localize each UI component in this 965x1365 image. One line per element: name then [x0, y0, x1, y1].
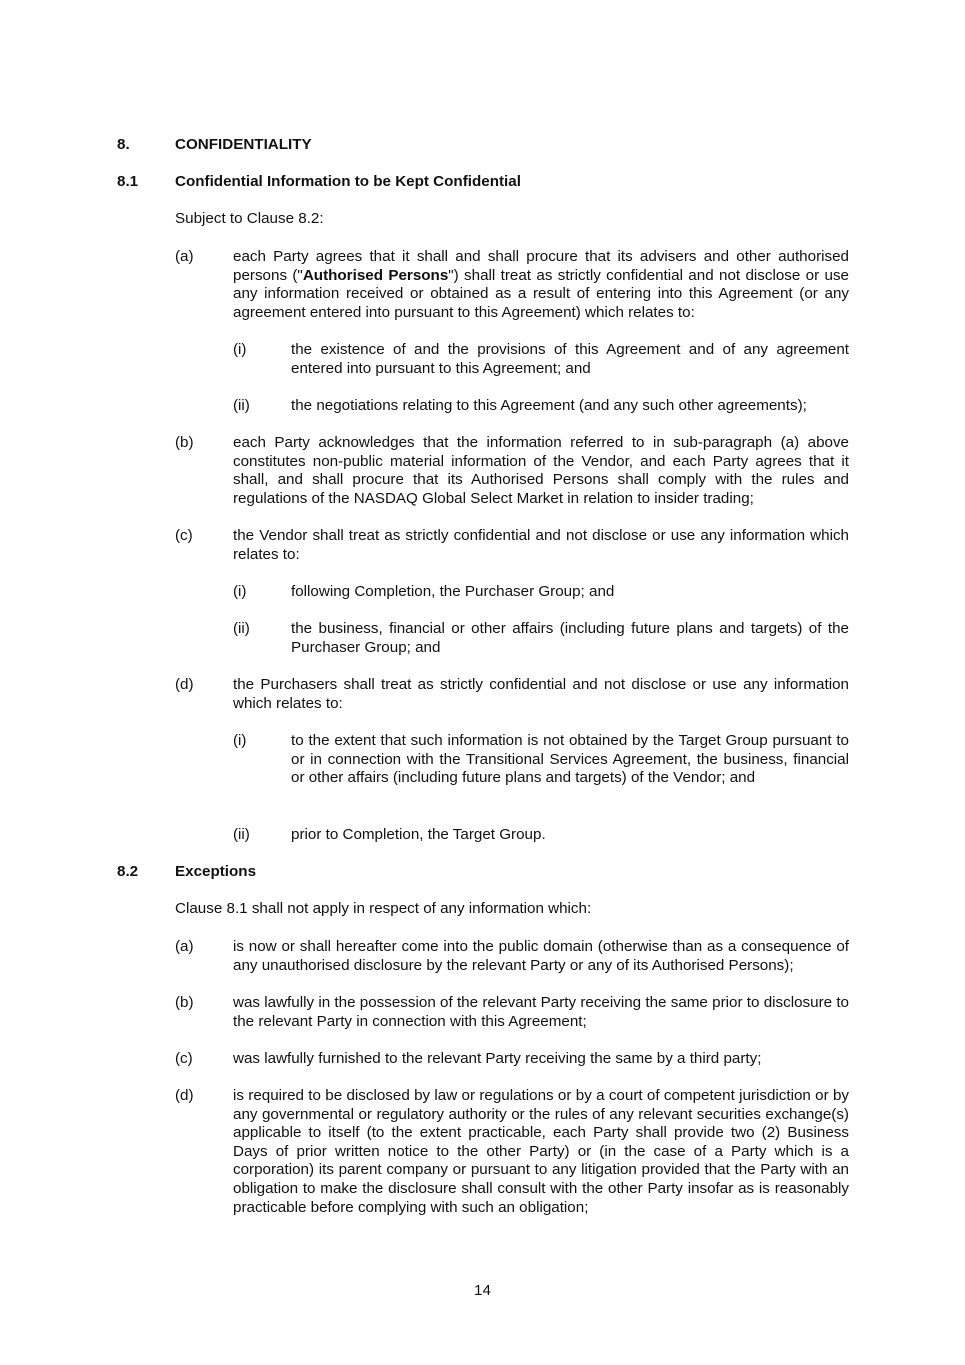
clause-8-2-number: 8.2 — [117, 863, 139, 880]
clause-8-1-a-i-label: (i) — [233, 341, 247, 358]
clause-8-2-b-text: was lawfully in the possession of the relevant Party receiving the same prior to disclosure to the relevant Party in connection with this Agreement; — [233, 994, 849, 1030]
section-title: CONFIDENTIALITY — [175, 136, 312, 153]
clause-8-1-b-text: each Party acknowledges that the information referred to in sub-paragraph (a) above constitutes non-public material information of the Vendor, and each Party agrees that it shall, and shall procure that its Authorised Persons shall comply with the rules and regulations of the NASDAQ Global Select Market in relation to insider trading; — [233, 434, 849, 507]
clause-8-1-c-ii-text: the business, financial or other affairs (including future plans and targets) of the Purchaser Group; and — [291, 620, 849, 656]
clause-8-1-b-label: (b) — [175, 434, 194, 451]
section-number: 8. — [117, 136, 130, 153]
clause-8-1-a-ii-label: (ii) — [233, 397, 250, 414]
clause-8-2-b-label: (b) — [175, 994, 194, 1011]
clause-8-1-c-text: the Vendor shall treat as strictly confidential and not disclose or use any information which relates to: — [233, 527, 849, 563]
clause-8-2-c-text: was lawfully furnished to the relevant Party receiving the same by a third party; — [233, 1050, 762, 1067]
clause-8-1-c-i-label: (i) — [233, 583, 247, 600]
clause-8-1-c-label: (c) — [175, 527, 193, 544]
clause-8-2-intro: Clause 8.1 shall not apply in respect of any information which: — [175, 900, 592, 917]
clause-8-1-intro: Subject to Clause 8.2: — [175, 210, 324, 227]
clause-8-2-c-label: (c) — [175, 1050, 193, 1067]
clause-8-1-a-text — [233, 248, 849, 322]
clause-8-1-number: 8.1 — [117, 173, 139, 190]
clause-8-1-a-text-before: each Party agrees that it shall and shall procure that its advisers and other authorised persons (" — [233, 248, 849, 284]
clause-8-1-d-text: the Purchasers shall treat as strictly confidential and not disclose or use any information which relates to: — [233, 676, 849, 712]
clause-8-1-a-ii-text: the negotiations relating to this Agreement (and any such other agreements); — [291, 397, 807, 414]
clause-8-2-a-label: (a) — [175, 938, 194, 955]
clause-8-2-title: Exceptions — [175, 863, 257, 880]
clause-8-1-d-ii-label: (ii) — [233, 826, 250, 843]
clause-8-2-a-text: is now or shall hereafter come into the public domain (otherwise than as a consequence of any unauthorised disclosure by the relevant Party or any of its Authorised Persons); — [233, 938, 849, 974]
clause-8-1-c-i-text: following Completion, the Purchaser Group; and — [291, 583, 615, 600]
clause-8-1-a-label: (a) — [175, 248, 194, 265]
clause-8-1-a-text-after: ") shall treat as strictly confidential and not disclose or use any information received or obtained as a result of entering into this Agreement (or any agreement entered into pursuant to this Agreement) which relates to: — [233, 266, 849, 321]
clause-8-2-d-label: (d) — [175, 1087, 194, 1104]
clause-8-1-d-ii-text: prior to Completion, the Target Group. — [291, 826, 546, 843]
clause-8-1-title: Confidential Information to be Kept Confidential — [175, 173, 521, 190]
defined-term-authorised-persons: Authorised Persons — [302, 266, 449, 284]
clause-8-1-d-i-label: (i) — [233, 732, 247, 749]
clause-8-1-c-ii-label: (ii) — [233, 620, 250, 637]
clause-8-1-d-i-text: to the extent that such information is not obtained by the Target Group pursuant to or in connection with the Transitional Services Agreement, the business, financial or other affairs (including future plans and targets) of the Vendor; and — [291, 732, 849, 787]
clause-8-1-d-label: (d) — [175, 676, 194, 693]
clause-8-2-d-text: is required to be disclosed by law or regulations or by a court of competent jurisdiction or by any governmental or regulatory authority or the rules of any relevant securities exchange(s) applicable to itself (to the extent practicable, each Party shall provide two (2) Business Days of prior written notice to the other Party) or (in the case of a Party which is a corporation) its parent company or pursuant to any litigation provided that the Party with an obligation to make the disclosure shall consult with the other Party insofar as is reasonably practicable before complying with such an obligation; — [233, 1087, 849, 1216]
page-number: 14 — [474, 1282, 491, 1299]
clause-8-1-a-i-text: the existence of and the provisions of this Agreement and of any agreement entered into pursuant to this Agreement; and — [291, 341, 849, 377]
